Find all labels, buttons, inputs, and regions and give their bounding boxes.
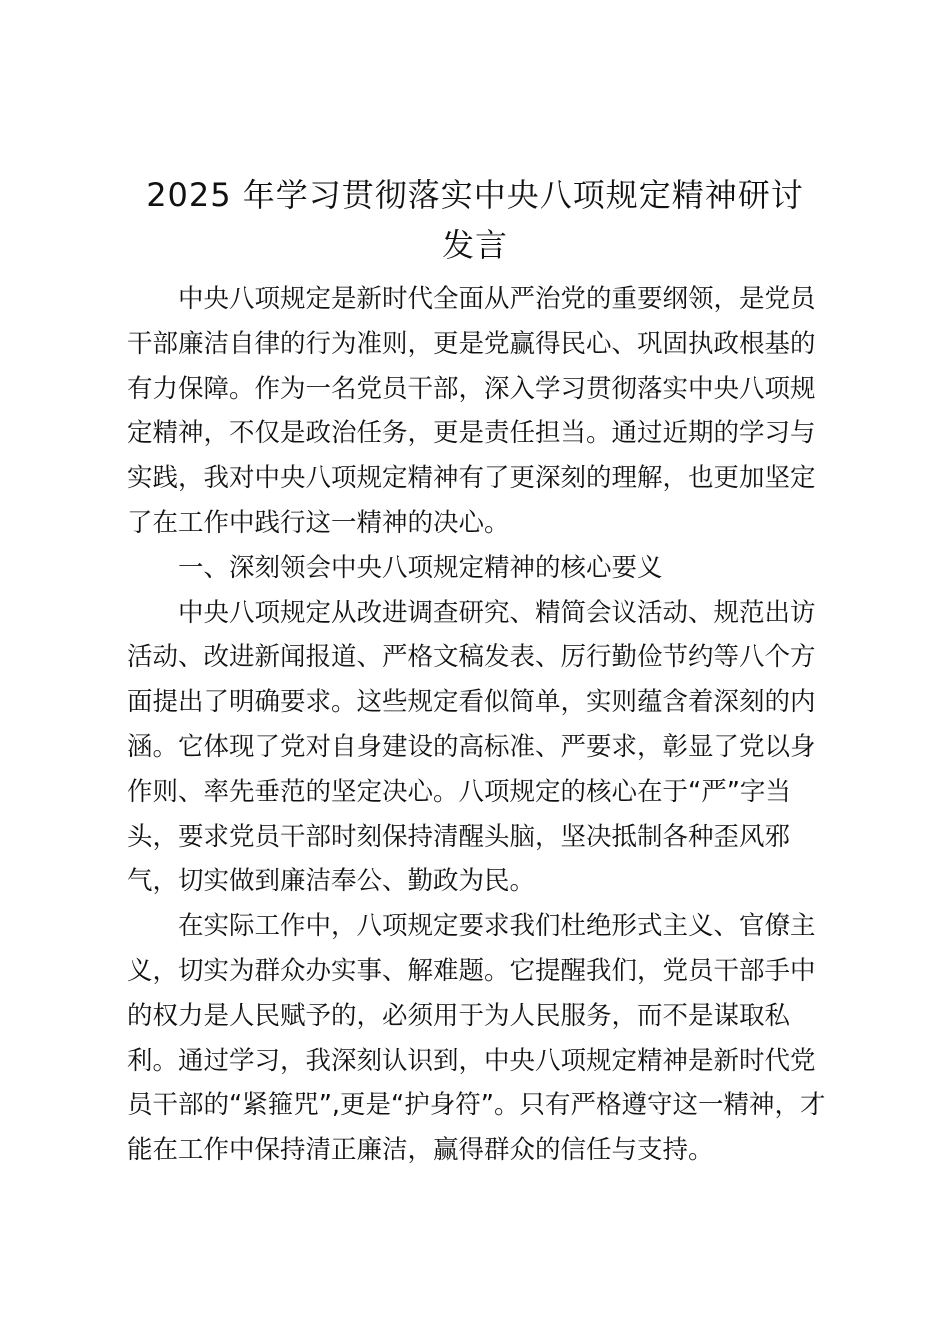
body-line: 在实际工作中，八项规定要求我们杜绝形式主义、官僚主 xyxy=(178,911,816,942)
document-body xyxy=(127,277,827,1173)
document-title-line-2: 发言 xyxy=(441,226,508,264)
body-line: 能在工作中保持清正廉洁，赢得群众的信任与支持。 xyxy=(127,1135,714,1166)
body-line: 中央八项规定从改进调查研究、精简会议活动、规范出访 xyxy=(178,597,816,628)
body-line: 一、深刻领会中央八项规定精神的核心要义 xyxy=(178,552,663,583)
body-line: 利。通过学习，我深刻认识到，中央八项规定精神是新时代党 xyxy=(127,1045,816,1076)
body-line: 气，切实做到廉洁奉公、勤政为民。 xyxy=(127,866,536,897)
body-line: 员干部的“紧箍咒”,更是“护身符”。只有严格遵守这一精神，才 xyxy=(127,1090,826,1121)
body-line: 了在工作中践行这一精神的决心。 xyxy=(127,507,510,538)
body-line: 面提出了明确要求。这些规定看似简单，实则蕴含着深刻的内 xyxy=(127,687,816,718)
body-line: 活动、改进新闻报道、严格文稿发表、厉行勤俭节约等八个方 xyxy=(127,642,816,673)
body-line: 实践，我对中央八项规定精神有了更深刻的理解，也更加坚定 xyxy=(127,463,816,494)
body-line: 有力保障。作为一名党员干部，深入学习贯彻落实中央八项规 xyxy=(127,373,816,404)
body-line: 中央八项规定是新时代全面从严治党的重要纲领，是党员 xyxy=(178,284,816,314)
body-line: 干部廉洁自律的行为准则，更是党赢得民心、巩固执政根基的 xyxy=(127,328,816,359)
body-line: 作则、率先垂范的坚定决心。八项规定的核心在于“严”字当 xyxy=(127,776,791,807)
body-line: 的权力是人民赋予的，必须用于为人民服务，而不是谋取私 xyxy=(127,1000,791,1031)
document-title-line-1: 2025 年学习贯彻落实中央八项规定精神研讨 xyxy=(146,176,804,214)
body-line: 义，切实为群众办实事、解难题。它提醒我们，党员干部手中 xyxy=(127,955,816,986)
body-line: 头，要求党员干部时刻保持清醒头脑，坚决抵制各种歪风邪 xyxy=(127,821,791,852)
body-line: 定精神，不仅是政治任务，更是责任担当。通过近期的学习与 xyxy=(127,418,816,449)
body-line: 涵。它体现了党对自身建设的高标准、严要求，彰显了党以身 xyxy=(127,731,816,762)
